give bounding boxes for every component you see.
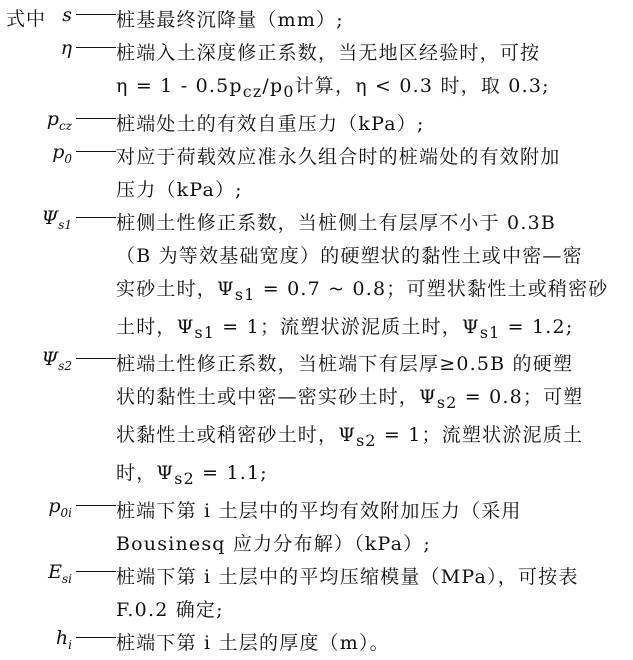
symbol-s: s: [62, 4, 72, 26]
em-dash: [76, 14, 116, 15]
definition-line: 实砂土时，$\Psi_{s1} = 0.7$ ~ 0.8；可塑状黏性土或稍密砂: [116, 277, 609, 304]
definition-line: 桩端处土的有效自重压力（kPa）;: [116, 112, 425, 135]
definition-row-hi: [6, 627, 625, 660]
definition-row-p0i: [6, 495, 625, 561]
definition-row-p0: [6, 141, 625, 207]
symbol-hi: $h_i$: [55, 626, 72, 652]
em-dash: [76, 571, 116, 572]
definition-line: 时，$\Psi_{s2} = 1.1$;: [116, 461, 268, 488]
em-dash: [76, 637, 116, 638]
definition-line: 桩端入土深度修正系数，当无地区经验时，可按: [116, 42, 541, 64]
definition-line: F.0.2 确定;: [116, 598, 224, 621]
definition-row-esi: [6, 561, 625, 627]
em-dash: [76, 151, 116, 152]
definition-row-psi-s2: [6, 348, 625, 494]
definition-line: 桩基最终沉降量（mm）;: [116, 9, 344, 31]
symbol-psi-s1: $\Psi_{s1}$: [41, 206, 72, 232]
definition-line: 桩侧土性修正系数，当桩侧土有层厚不小于 0.3B: [116, 211, 557, 234]
symbol-eta: η: [60, 37, 72, 59]
symbol-esi: $E_{si}$: [48, 560, 72, 586]
definition-line: Bousinesq 应力分布解）（kPa）;: [116, 532, 431, 555]
em-dash: [76, 47, 116, 48]
definition-line: 桩端下第 i 土层中的平均压缩模量（MPa），可按表: [116, 565, 579, 588]
definition-line: 土时，$\Psi_{s1} = 1$；流塑状淤泥质土时，$\Psi_{s1} = 1.2$;: [116, 315, 574, 342]
definition-line: 状黏性土或稍密砂土时，$\Psi_{s2} = 1$；流塑状淤泥质土: [116, 424, 584, 450]
definition-row-s: [6, 4, 625, 37]
em-dash: [76, 505, 116, 506]
definition-line: 压力（kPa）;: [116, 178, 243, 201]
definition-line: 桩端下第 i 土层的厚度（m）。: [116, 631, 390, 654]
definition-line: 对应于荷载效应准永久组合时的桩端处的有效附加: [116, 145, 561, 168]
definition-line: （B 为等效基础宽度）的硬塑状的黏性土或中密—密: [116, 244, 583, 267]
symbol-p0i: $p_{0i}$: [48, 494, 72, 520]
em-dash: [76, 118, 116, 119]
definition-row-psi-s1: [6, 207, 625, 349]
definition-line: 桩端下第 i 土层中的平均有效附加压力（采用: [116, 499, 522, 522]
definition-row-pcz: [6, 108, 625, 141]
em-dash: [76, 217, 116, 218]
definition-line: 桩端土性修正系数，当桩端下有层厚≥0.5B 的硬塑: [116, 353, 574, 376]
symbol-p0: $p_0$: [52, 140, 72, 166]
definition-line: 状的黏性土或中密—密实砂土时，$\Psi_{s2} = 0.8$；可塑: [116, 386, 584, 413]
definition-line: $\eta = 1 - 0.5p_{cz}/p_0$计算，η < 0.3 时，取 0.3;: [116, 75, 550, 101]
formula-prefix: 式中: [6, 8, 47, 30]
symbol-pcz: $p_{cz}$: [46, 107, 72, 133]
symbol-psi-s2: $\Psi_{s2}$: [41, 348, 72, 374]
em-dash: [76, 358, 116, 359]
definition-row-eta: [6, 37, 625, 108]
